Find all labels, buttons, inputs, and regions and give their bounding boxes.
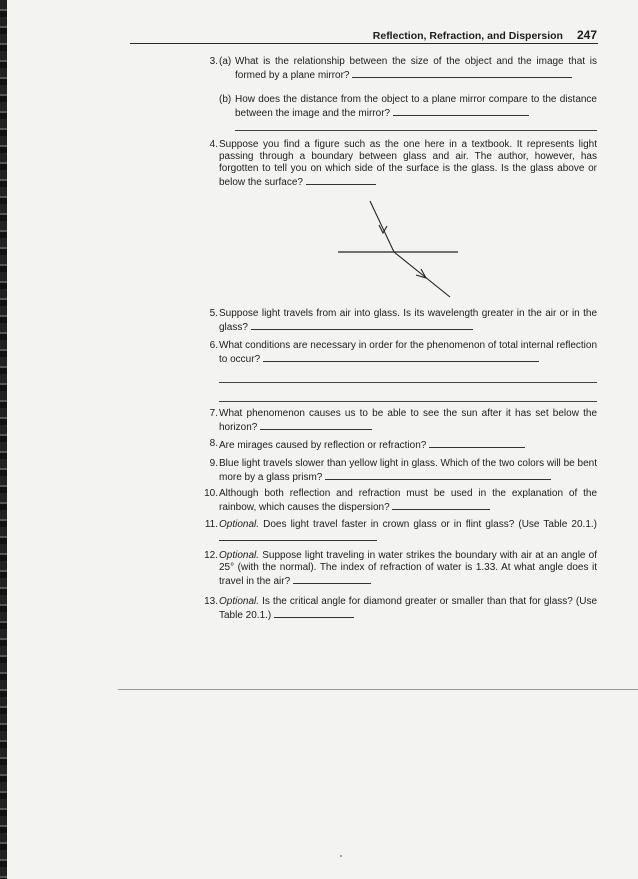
question-7 — [200, 408, 597, 434]
question-12 — [200, 550, 597, 588]
answer-blank[interactable] — [306, 175, 376, 185]
answer-blank[interactable] — [325, 470, 551, 480]
question-text: What conditions are necessary in order for the phenomenon of total internal reflection to occur? — [219, 340, 597, 365]
answer-blank[interactable] — [219, 531, 377, 541]
question-3 — [200, 56, 597, 131]
answer-blank[interactable] — [392, 500, 490, 510]
question-8 — [200, 438, 597, 452]
running-header — [130, 28, 597, 42]
question-9 — [200, 458, 597, 484]
question-text: What is the relationship between the size of the object and the image that is formed by a plane mirror? — [235, 56, 597, 81]
question-text: Suppose light travels from air into glass. Is its wavelength greater in the air or in the glass? — [219, 308, 597, 333]
question-10 — [200, 488, 597, 514]
question-text: Suppose light traveling in water strikes the boundary with air at an angle of 25° (with the normal). The index of refraction of water is 1.33. At what angle does it travel in the air? — [219, 550, 598, 587]
page-number: 247 — [576, 28, 597, 42]
question-number: 6. — [209, 340, 218, 351]
question-3a — [219, 56, 597, 82]
question-6 — [200, 340, 597, 402]
question-number: 11. — [204, 519, 218, 530]
question-13 — [200, 596, 597, 622]
question-5 — [200, 308, 597, 334]
question-number: 9. — [209, 458, 218, 469]
question-number: 13. — [204, 596, 218, 607]
answer-blank[interactable] — [251, 320, 473, 330]
answer-blank[interactable] — [260, 420, 372, 430]
answer-line[interactable] — [235, 130, 597, 131]
question-number: 7. — [209, 408, 218, 419]
question-text: Are mirages caused by reflection or refraction? — [219, 440, 427, 451]
question-text: What phenomenon causes us to be able to see the sun after it has set below the horizon? — [219, 408, 597, 433]
refraction-ray-diagram — [332, 195, 466, 301]
answer-blank[interactable] — [429, 438, 525, 448]
page-binding-edge — [0, 0, 7, 879]
answer-line[interactable] — [219, 401, 597, 402]
answer-blank[interactable] — [293, 574, 371, 584]
question-text: Is the critical angle for diamond greater or smaller than that for glass? (Use Table 20.1.) — [219, 596, 598, 621]
question-3b — [219, 94, 597, 120]
question-number: 3. — [209, 56, 218, 67]
answer-blank[interactable] — [274, 608, 354, 618]
footer-rule — [118, 689, 638, 690]
answer-blank[interactable] — [263, 352, 539, 362]
refracted-ray — [394, 252, 450, 297]
part-label: (a) — [219, 56, 232, 67]
question-number: 8. — [209, 438, 218, 449]
optional-label: Optional. — [219, 550, 260, 561]
optional-label: Optional. — [219, 519, 260, 530]
question-text: Blue light travels slower than yellow light in glass. Which of the two colors will be bent more by a glass prism? — [219, 458, 597, 483]
scan-speck — [340, 855, 342, 857]
question-number: 12. — [204, 550, 218, 561]
header-rule — [130, 43, 598, 44]
incident-ray — [370, 201, 394, 252]
answer-blank[interactable] — [393, 106, 529, 116]
question-11 — [200, 519, 597, 545]
question-text: Although both reflection and refraction must be used in the explanation of the rainbow, which causes the dispersion? — [219, 488, 597, 513]
question-number: 10. — [204, 488, 218, 499]
optional-label: Optional. — [219, 596, 260, 607]
question-text: Does light travel faster in crown glass or in flint glass? (Use Table 20.1.) — [263, 519, 597, 530]
answer-line[interactable] — [219, 382, 597, 383]
question-number: 4. — [209, 139, 218, 150]
question-4 — [200, 139, 597, 189]
part-label: (b) — [219, 94, 232, 105]
question-number: 5. — [209, 308, 218, 319]
answer-blank[interactable] — [352, 68, 572, 78]
chapter-title: Reflection, Refraction, and Dispersion — [372, 30, 563, 42]
question-text: Suppose you find a figure such as the one here in a textbook. It represents light passing through a boundary between glass and air. The author, however, has forgotten to tell you on which side of the surface is the glass. Is the glass above or below the surface? — [219, 139, 597, 188]
question-text: How does the distance from the object to a plane mirror compare to the distance between the image and the mirror? — [235, 94, 597, 119]
